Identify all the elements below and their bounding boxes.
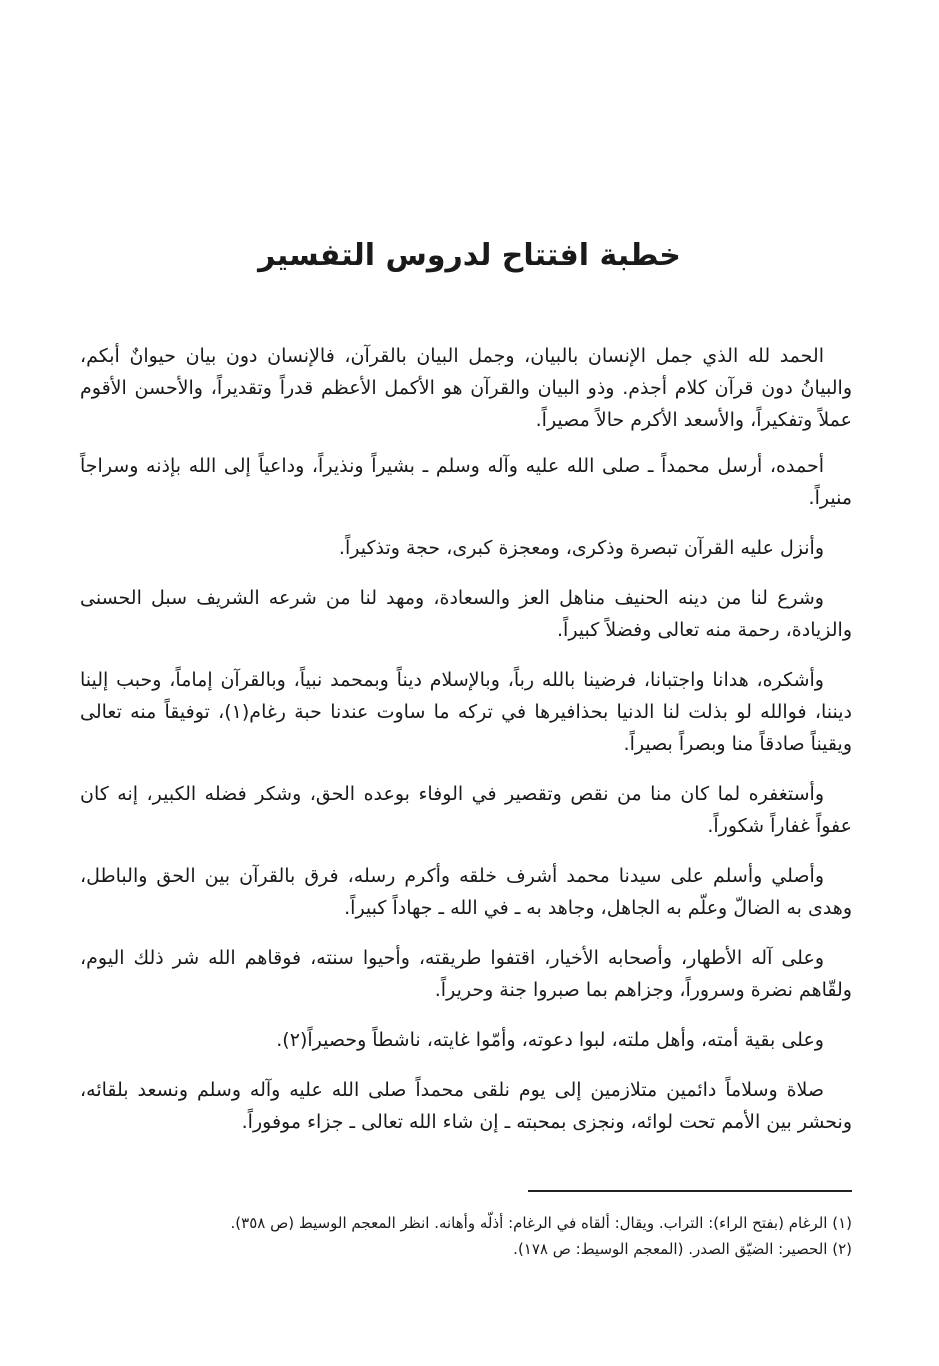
- paragraph: وأصلي وأسلم على سيدنا محمد أشرف خلقه وأكرم رسله، فرق بالقرآن بين الحق والباطل، وهدى به الضالّ وعلّم به الجاهل، وجاهد به ـ في الله ـ جهاداً كبيراً.: [80, 865, 852, 919]
- paragraph: الحمد لله الذي جمل الإنسان بالبيان، وجمل البيان بالقرآن، فالإنسان دون بيان حيوانٌ أبكم، والبيانُ دون قرآن كلام أجذم. وذو البيان والقرآن هو الأكمل الأعظم قدراً وتقديراً، والأحسن الأقوم عملاً وتفكيراً، والأسعد الأكرم حالاً مصيراً.: [80, 345, 852, 431]
- paragraph: وأنزل عليه القرآن تبصرة وذكرى، ومعجزة كبرى، حجة وتذكيراً.: [338, 537, 824, 559]
- page-title: خطبة افتتاح لدروس التفسير: [258, 238, 681, 273]
- paragraph: وشرع لنا من دينه الحنيف مناهل العز والسعادة، ومهد لنا من شرعه الشريف سبل الحسنى والزيادة، رحمة منه تعالى وفضلاً كبيراً.: [80, 587, 852, 641]
- footnotes: [80, 1210, 852, 1262]
- paragraph: وأشكره، هدانا واجتبانا، فرضينا بالله رباً، وبالإسلام ديناً وبمحمد نبياً، وبالقرآن إماماً، وحبب إلينا ديننا، فوالله لو بذلت لنا الدنيا بحذافيرها في تركه ما ساوت عندنا حبة رغام(١)، توفيقاً منه تعالى ويقيناً صادقاً منا وبصراً بصيراً.: [80, 669, 852, 755]
- paragraph: وعلى بقية أمته، وأهل ملته، لبوا دعوته، وأمّوا غايته، ناشطاً وحصيراً(٢).: [276, 1029, 824, 1051]
- body-text: [80, 340, 852, 1156]
- footnote-divider: [528, 1190, 852, 1192]
- footnote: (١) الرغام (بفتح الراء): التراب. ويقال: ألقاه في الرغام: أذلّه وأهانه. انظر المعجم الوسيط (ص ٣٥٨).: [230, 1214, 852, 1232]
- footnote: (٢) الحصير: الضيّق الصدر. (المعجم الوسيط: ص ١٧٨).: [513, 1240, 852, 1258]
- paragraph: وعلى آله الأطهار، وأصحابه الأخيار، اقتفوا طريقته، وأحيوا سنته، فوقاهم الله شر ذلك اليوم، ولقّاهم نضرة وسروراً، وجزاهم بما صبروا جنة وحريراً.: [80, 947, 852, 1001]
- paragraph: أحمده، أرسل محمداً ـ صلى الله عليه وآله وسلم ـ بشيراً ونذيراً، وداعياً إلى الله بإذنه وسراجاً منيراً.: [80, 455, 852, 509]
- paragraph: صلاة وسلاماً دائمين متلازمين إلى يوم نلقى محمداً صلى الله عليه وآله وسلم ونسعد بلقائه، ونحشر بين الأمم تحت لوائه، ونجزى بمحبته ـ إن شاء الله تعالى ـ جزاء موفوراً.: [80, 1079, 852, 1133]
- paragraph: وأستغفره لما كان منا من نقص وتقصير في الوفاء بوعده الحق، وشكر فضله الكبير، إنه كان عفواً غفاراً شكوراً.: [80, 783, 852, 837]
